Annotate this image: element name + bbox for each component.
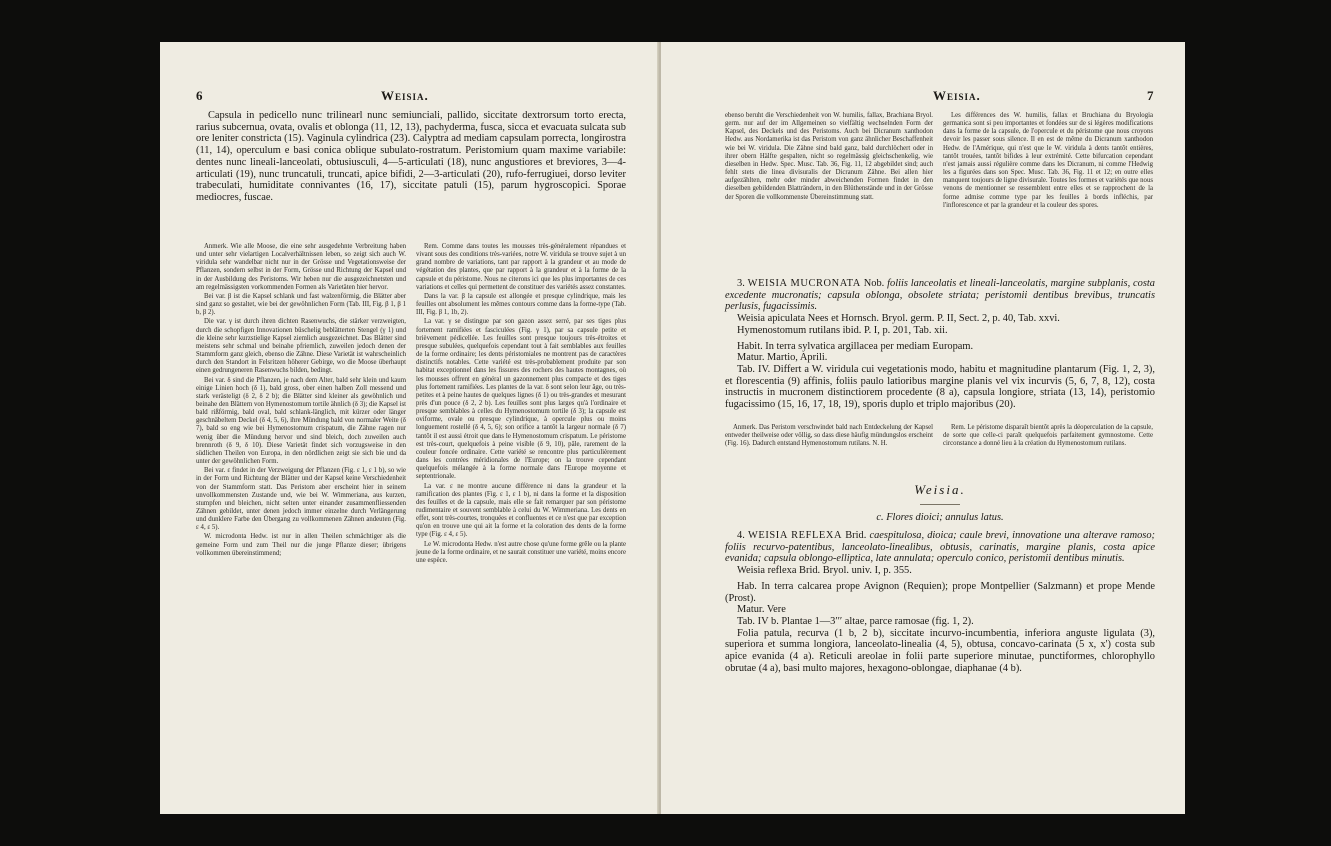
german-continuation: ebenso beruht die Verschiedenheit von W. humilis, fallax, Brachiana Bryol. germ. nur auf der im Allgemeinen so vielfältig wechselnden Form der Kapsel, des Deckels und des Peristoms. Auch bei Dicranum xanthodon Hedw. aus Nordamerika ist das Peristom von ganz ähnlicher Beschaffenheit wie bei W. viridula. Die Zähne sind bald ganz, bald durchlöchert oder in ihrer obern Hälfte gespalten, nicht so regelmässig gleichschenkelig, wie dieselben in Hedw. Spec. Musc. Tab. 36, Fig. 11, 12 abgebildet sind; auch fehlt stets die linea divisuralis der Dicranum Zähne. Bei allen hier aufgezählten, mehr oder minder abweichenden Formen findet in den dieselben gebildenden Blatträndern, in den Blüthenstände und in der Grösse der Sporen die vollkommenste Übereinstimmung statt. — [725, 112, 933, 201]
mucronata-german-note — [725, 424, 933, 448]
species-description: Tab. IV. Differt a W. viridula cui vegetationis modo, habitu et magnitudine plantarum (Fig. 1, 2, 3), et florescentia (9) affinis, foliis paulo latioribus margine planis vel vix incurvis (5, 6, 7, 8, 12), costa instructis in mucronem distinctiorem procedente (8 a), capsula longiore, striata (13, 14), peristomio fugacissimo (15, 16, 17, 18, 19), sporis duplo et triplo majoribus (20). — [725, 363, 1155, 411]
running-head: Weisia. — [381, 88, 429, 103]
french-remark: Rem. Comme dans toutes les mousses très-généralement répandues et vivant sous des conditions très-variées, notre W. viridula se trouve sujet à un grand nombre de variations, tant par rapport à la grandeur et au mode de végétation des plantes, que par rapport à la grandeur et à la forme de la capsule et du péristome. Nous ne citerons ici que les plus importantes de ces variations et celles qui permettent de constituer des variétés assez constantes. — [416, 243, 626, 291]
right-page-header — [725, 88, 1155, 106]
left-page — [160, 42, 659, 814]
french-remark: La var. γ se distingue par son gazon assez serré, par ses tiges plus fortement ramifiées et fasciculées (Fig. γ 1), par sa capsule petite et brièvement pédicellée. Les feuilles sont presque toujours très-étroites et presque subulées, quelquefois cependant tout à fait semblables aux feuilles de la forme ordinaire; les dents péristomiales ne montrent pas de caractères distinctifs notables. Cette variété est très-probablement produite par son habitat exceptionnel dans les fissures des rochers des hautes montagnes, où les mousses offrent en général un gazonnement plus compacte et des tiges plus fortement ramifiées. Les plantes de la var. δ sont selon leur âge, ou très-petites et à peine hautes de quelques lignes (δ 1) ou très-grandes et mesurant près d'un pouce (δ 2, 2 b). Les feuilles sont plus larges qu'à l'ordinaire et presque semblables à celles du Hymenostomum tortile (δ 3); la capsule est oviforme, ovale ou presque cylindrique, à opercule plus ou moins longuement rostellé (δ 4, 5, 6); son orifice a tantôt la largeur normale (δ 7) tantôt il est aussi étroit que dans le Hymenostomum crispatum. Le péristome est très-court, quelquefois à peine visible (δ 9, 10), pâle, rarement de la couleur foncée ordinaire. Cette variété se rencontre plus particulièrement dans les contrées méridionales de l'Europe; on la trouve cependant quelquefois mélangée à la forme normale dans l'Europe moyenne et septentrionale. — [416, 318, 626, 481]
species-diagnosis: caespitulosa, dioica; caule brevi, innovatione una alterave ramoso; foliis recurvo-patentibus, lanceolato-linealibus, obtusis, carinatis, margine planis, costa apice evanida; capsula oblongo-elliptica, late annulata; operculo conico, peristomii dentibus minutis. — [725, 530, 1155, 565]
section-heading: c. Flores dioici; annulus latus. — [876, 512, 1004, 523]
habitat: Hab. In terra calcarea prope Avignon (Requien); prope Montpellier (Salzmann) et prope Mende (Prost). — [725, 580, 1155, 604]
left-page-header — [196, 88, 626, 106]
plantae-description: Tab. IV b. Plantae 1—3′′′ altae, parce ramosae (fig. 1, 2). — [737, 615, 974, 627]
species-weisia-reflexa — [725, 530, 1155, 674]
page-number: 7 — [1147, 88, 1155, 103]
synonym: Weisia reflexa Brid. Bryol. univ. I, p. 355. — [737, 565, 912, 577]
species-diagnosis: foliis lanceolatis et lineali-lanceolatis, margine subplanis, costa excedente mucronatis; capsula oblonga, obsolete striata; peristomii dentibus brevibus, truncatis perlusis, fugacissimis. — [725, 278, 1155, 313]
right-page — [661, 42, 1185, 814]
german-note: Anmerk. Das Peristom verschwindet bald nach Entdeckelung der Kapsel entweder theilweise oder völlig, so dass diese häufig mündungslos erscheint (Fig. 16). Dadurch entstand Hymenostomum rutilans. N. H. — [725, 424, 933, 448]
maturation: Matur. Vere — [737, 604, 786, 616]
capsule-paragraph: Capsula in pedicello nunc trilinearl nunc semiunciali, pallido, siccitate dextrorsum torto erecta, rarius subcernua, ovata, ovalis et oblonga (11, 12, 13), pachyderma, fusca, sicca et evacuata sulcata sub ore leniter constricta (15). Vaginula cylindrica (23). Calyptra ad mediam capsulam porrecta, longirostra (11, 14), operculum e basi conica oblique subulato-rostratum. Peristomium quam maxime variabile: dentes nunc lineali-lanceolati, obtusiusculi, 4—5-articulati (18), nunc angustiores et breviores, 3—4-articulati (19), nunc truncatuli, truncati, apice bifidi, 2—3-articulati (20), rufo-ferrugiuei, dorso leviter trabeculati, humiditate connivantes (16, 17), siccitate patuli (15), parum hygroscopici. Sporae mediocres, fuscae. — [196, 110, 626, 203]
german-remark: Bei var. δ sind die Pflanzen, je nach dem Alter, bald sehr klein und kaum einige Linien hoch (δ 1), bald gross, ober einen halben Zoll messend und stark verästeligt (δ 2, δ 2 b); die Blätter sind kleiner als gewöhnlich und beinahe den Blättern von Hymenostomum tortile ähnlich (δ 3); die Kapsel ist bald rißförmig, bald oval, bald schlank-länglich, mit kürzer oder länger geschnäbeltem Deckel (δ 4, 5, 6), ihre Mündung bald von normaler Weite (δ 7), bald so eng wie bei Hymenostomum crispatum, die Zähne ragen nur wenig über die Mündung hervor und sind bleich, doch zuweilen auch brennroth (δ 9, δ 10). Diese Varietät findet sich vorzugsweise in den südlichen Theilen von Europa, in den nördlichen zeigt sie sich bie und da unter der gewöhnlichen Form. — [196, 376, 406, 466]
heading-rule — [920, 504, 960, 505]
french-note: Rem. Le péristome disparaît bientôt après la déoperculation de la capsule, de sorte que celle-ci paraît quelquefois parfaitement gymnostome. Cette circonstance a donné lieu à la création du Hymenostomum rutilans. — [943, 424, 1153, 448]
genus-heading: Weisia. — [914, 482, 966, 497]
mucronata-french-note — [943, 424, 1153, 448]
german-remark: Die var. γ ist durch ihren dichten Rasenwuchs, die stärker verzweigten, durch die schopfigen Innovationen büschelig beblätterten Stengel (γ 1) und die kleine sehr kurzstielige Kapsel ziemlich ausgezeichnet. Das Blätter sind meistens sehr schmal und beinahe pfriemlich, zuweilen jedoch denen der Stammform ganz gleich, ebenso die Zähne. Diese Varietät ist wahrscheinlich durch den Standort in Felsritzen höherer Gebirge, wo die Moose überhaupt einen gedrungeneren Rasenwuchs bilden, bedingt. — [196, 318, 406, 375]
folia-description: Folia patula, recurva (1 b, 2 b), siccitate incurvo-incumbentia, inferiora anguste ligulata (3), superiora et summa longiora, lanceolato-linealia (4, 5), obtusa, concavo-carinata (5 x, x') costa sub apice evanida (4 a). Reticuli areolae in folii parte superiore minutae, punctiformes, chlorophyllo obrutae (4 a), basi multo majores, hexagono-oblongae, diaphanae (4 b). — [725, 627, 1155, 674]
synonym: Hymenostomum rutilans ibid. P. I, p. 201, Tab. xii. — [737, 324, 948, 336]
german-remark: Bei var. β ist die Kapsel schlank und fast walzenförmig, die Blätter aber sind ganz so gestaltet, wie bei der gewöhnlichen Form (Tab. III, Fig. β 1, β 1 b, β 2). — [196, 292, 406, 317]
french-remark: Le W. microdonta Hedw. n'est autre chose qu'une forme grêle ou la plante jeune de la forme ordinaire, et ne saurait constituer une variété, moins encore une espèce. — [416, 540, 626, 564]
german-remark: W. microdonta Hedw. ist nur in allen Theilen schmächtiger als die gemeine Form und zum Theil nur die junge Pflanze dieser; übrigens vollkommen übereinstimmend; — [196, 533, 406, 557]
species-author: Nob. — [863, 278, 885, 289]
german-remarks-column — [196, 243, 406, 558]
german-remark: Bei var. ε findet in der Verzweigung der Pflanzen (Fig. ε 1, ε 1 b), so wie in der Form und Richtung der Blätter und der Kapsel keine Verschiedenheit von der Stammform statt. Das Peristom aber erscheint hier in seinem unvollkommensten Zustande und, wie bei W. Wimmeriana, aus kurzen, stumpfen und bleichen, nicht selten unter einander zusammenfliessenden Zähnen gebildet, unter denen jedoch immer einzelne durch Verlängerung und dunklere Farbe den Übergang zu vollkommenen Zähnen andeuten (Fig. ε 4, ε 5). — [196, 467, 406, 532]
french-remarks-column — [416, 243, 626, 565]
species-author: Brid. — [845, 530, 867, 541]
synonym: Weisia apiculata Nees et Hornsch. Bryol. germ. P. II, Sect. 2, p. 40, Tab. xxvi. — [737, 313, 1060, 325]
species-name: WEISIA REFLEXA — [747, 530, 843, 541]
species-weisia-mucronata — [725, 278, 1155, 411]
habitat: Habit. In terra sylvatica argillacea per mediam Europam. — [737, 340, 974, 352]
capsule-description — [196, 110, 626, 204]
running-head: Weisia. — [933, 88, 981, 103]
species-number: 3. — [737, 278, 745, 289]
french-continuation-column — [943, 112, 1153, 210]
species-name: WEISIA MUCRONATA — [747, 278, 861, 289]
page-number: 6 — [196, 88, 204, 103]
species-number: 4. — [737, 530, 745, 541]
french-remark: Dans la var. β la capsule est allongée et presque cylindrique, mais les feuilles ont absolument les mêmes contours comme dans la forme-type (Tab. III, Fig. β 1, 1b, 2). — [416, 292, 626, 317]
french-remark: La var. ε ne montre aucune différence ni dans la grandeur et la ramification des plantes (Fig. ε 1, ε 1 b), ni dans la forme et la disposition des feuilles et de la capsule, mais elle se fait remarquer par son péristome rudimentaire et souvent semblable à celui du W. Wimmeriana. Les dents en effet, sont très-courtes, tronquées et confluentes et ce n'est que par exception qu'on en trouve une qui ait la forme et la coloration des dents de la forme type (Fig. ε 4, ε 5). — [416, 482, 626, 539]
french-continuation: Les différences des W. humilis, fallax et Bruchiana du Bryologia germanica sont si peu importantes et fondées sur de si légères modifications dans la forme de la capsule, de l'opercule et du péristome que nous croyons devoir les passer sous silence. Il en est de même du Dicranum xanthodon Hedw. de l'Amérique, qui n'est que le W. viridula à dents tantôt entières, tantôt trouées, tantôt bifides à leur extrémité. Cette bifurcation cependant n'est jamais aussi régulière comme dans les Dicranum, ni comme l'Hedwig les a figurées dans son Spec. Musc. Tab. 36, Fig. 11 et 12; en outre elles manquent toujours de ligne divisurale. Toutes les formes et variétés que nous venons de mentionner se ressemblent entre elles et se rapprochent de la forme admise comme type par les feuilles à bords infléchis, par l'inflorescence et par la grandeur et la couleur des spores. — [943, 112, 1153, 209]
german-continuation-column — [725, 112, 933, 202]
german-remark: Anmerk. Wie alle Moose, die eine sehr ausgedehnte Verbreitung haben und unter sehr vielartigen Localverhältnissen leben, so zeigt sich auch W. viridula sehr wandelbar nicht nur in der Grösse und Vegetationsweise der Pflanzen, sondern selbst in der Form, Grösse und Richtung der Kapsel und in der Ausbildung des Peristoms. Wir heben nur die ausgezeichnetsten und am regelmässigsten vorkommenden Formen als Varietäten hier hervor. — [196, 243, 406, 291]
maturation: Matur. Martio, Aprili. — [737, 352, 828, 364]
